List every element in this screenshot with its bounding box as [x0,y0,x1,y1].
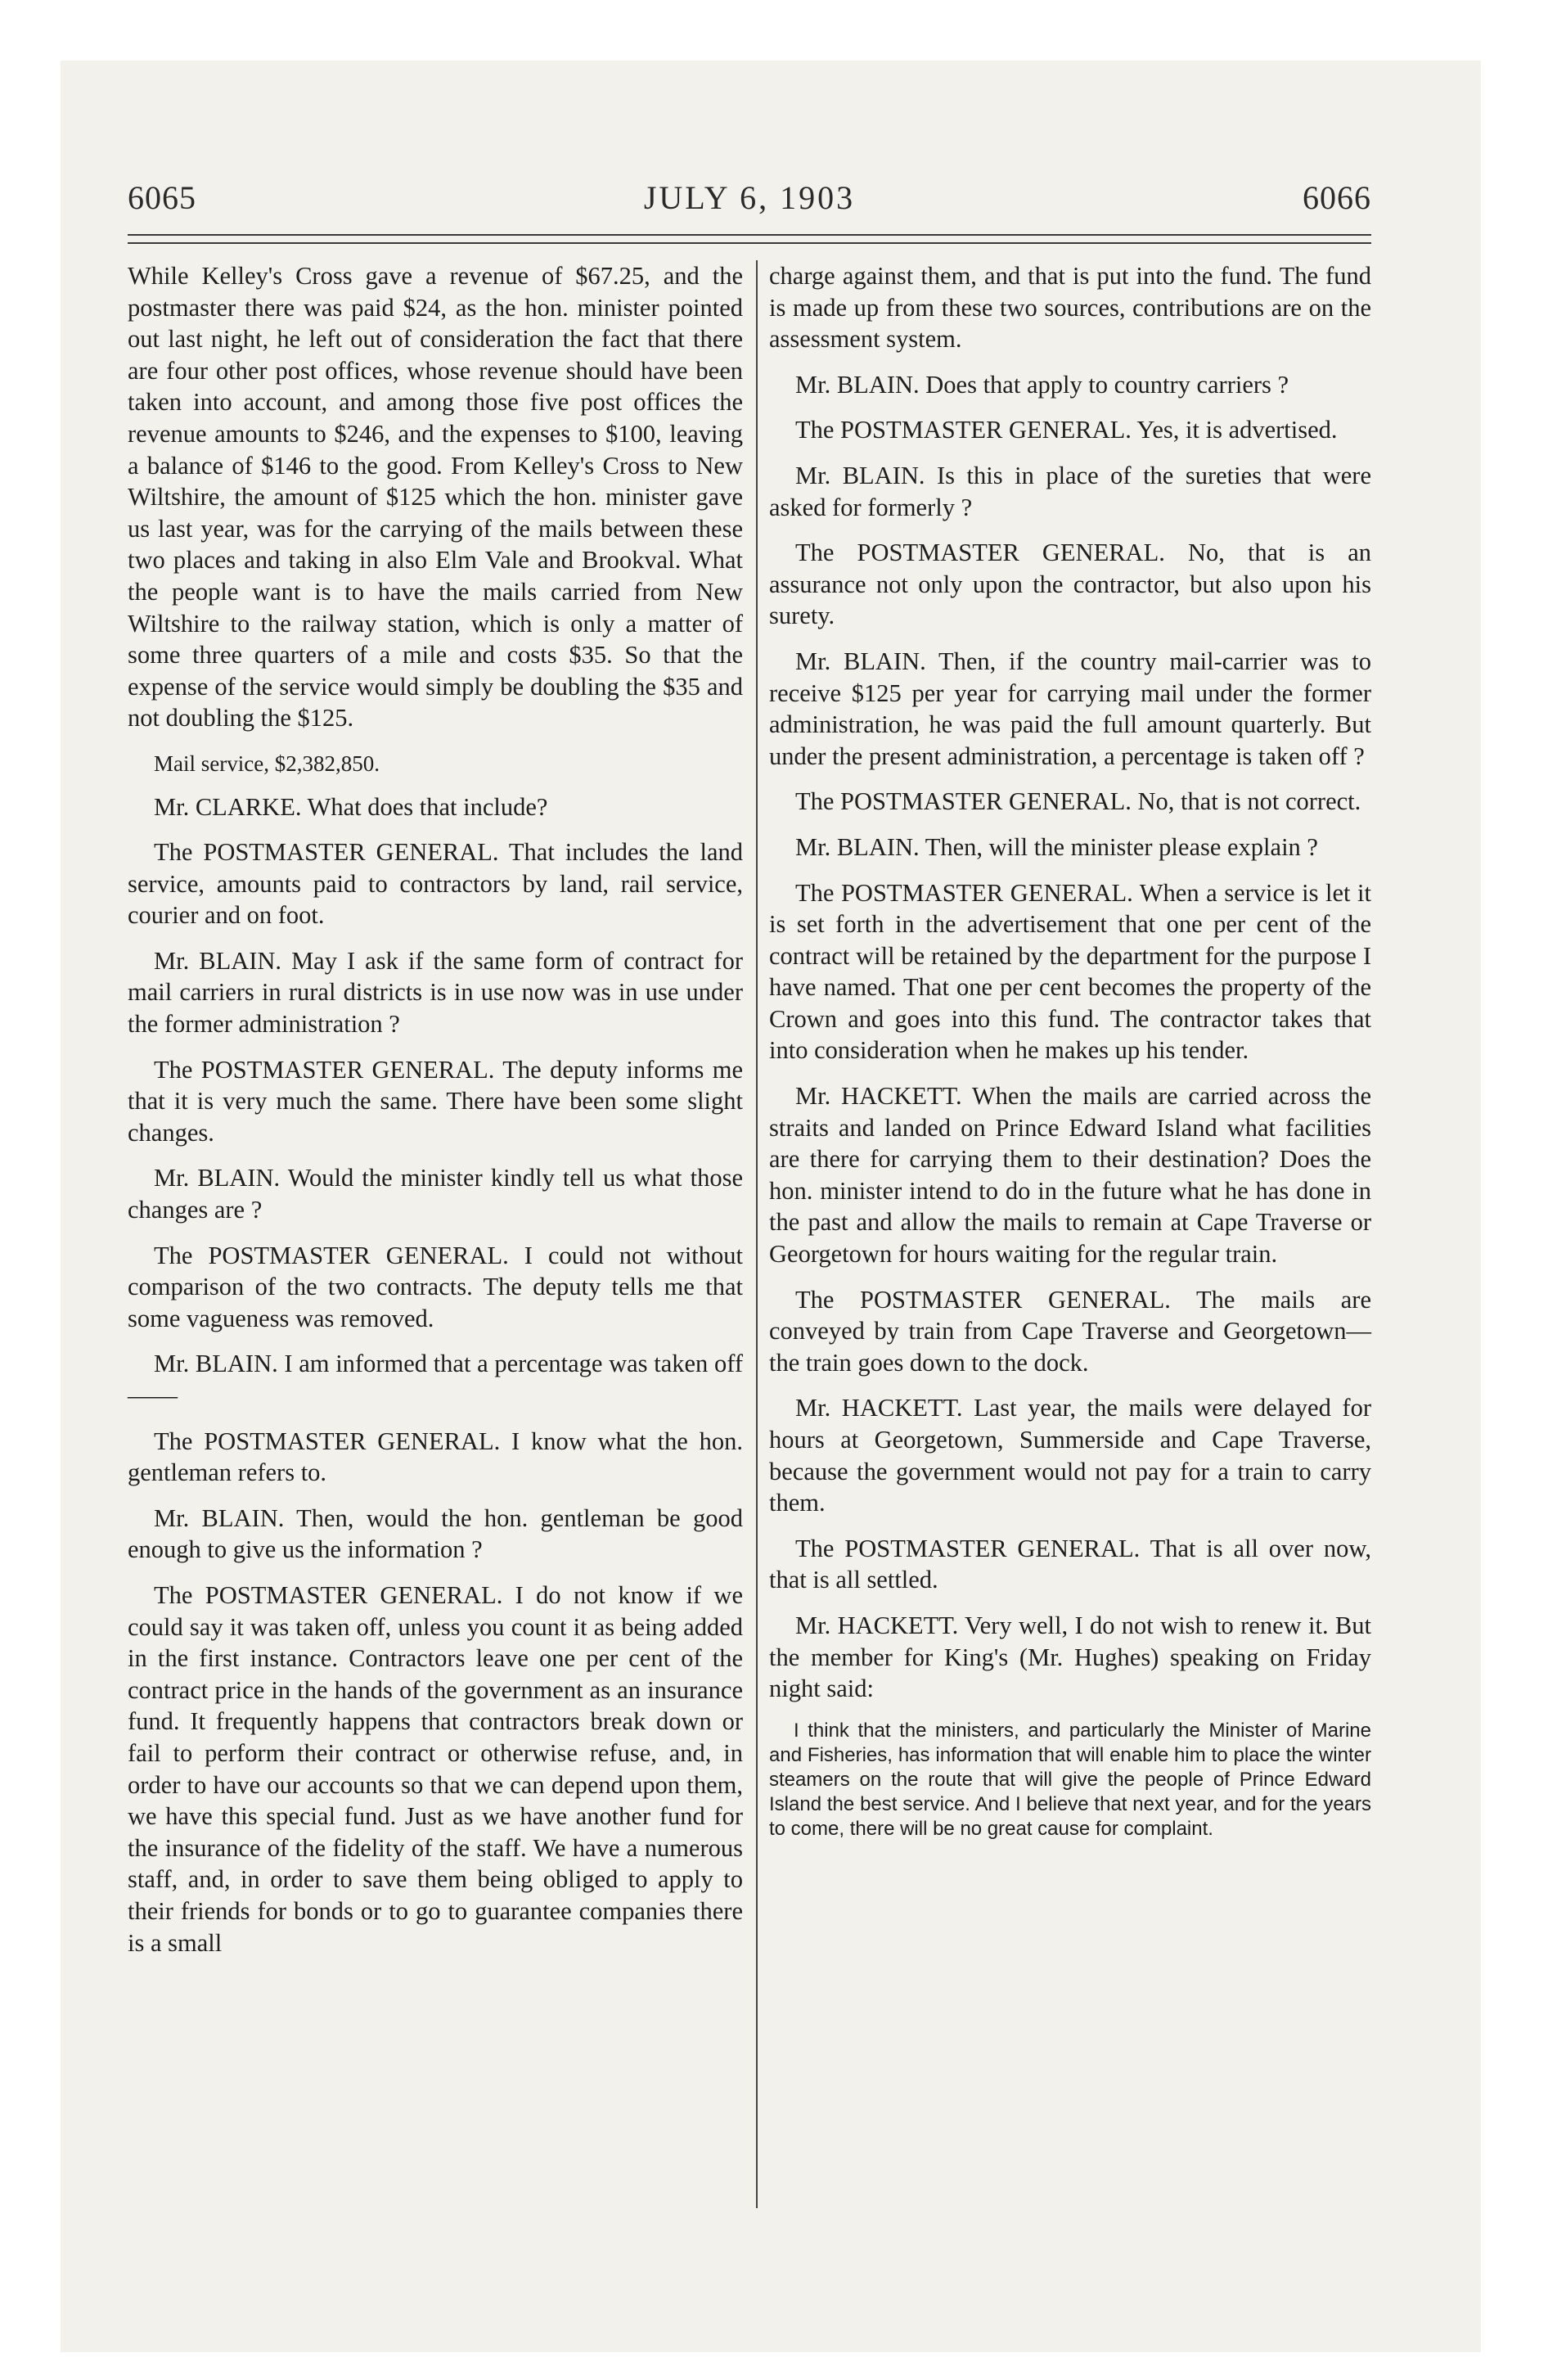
page-date: JULY 6, 1903 [643,179,856,216]
paragraph: Mr. BLAIN. Then, if the country mail-carrier was to receive $125 per year for carrying mail under the former administration, he was paid the full amount quarterly. But under the present administration, a percentage is taken off ? [769,647,1371,770]
paragraph: The POSTMASTER GENERAL. I know what the hon. gentleman refers to. [128,1427,743,1487]
paragraph: The POSTMASTER GENERAL. I could not without comparison of the two contracts. The deputy tells me that some vagueness was removed. [128,1241,743,1332]
paragraph: The POSTMASTER GENERAL. No, that is an assurance not only upon the contractor, but also upon his surety. [769,539,1371,630]
paragraph: The POSTMASTER GENERAL. That includes the land service, amounts paid to contractors by land, rail service, courier and on foot. [128,838,743,930]
page-header [128,178,1371,219]
paragraph: Mr. BLAIN. Then, will the minister please explain ? [795,832,1318,861]
paragraph: Mr. BLAIN. Then, would the hon. gentleman be good enough to give us the information ? [128,1503,743,1564]
paragraph: Mr. BLAIN. May I ask if the same form of contract for mail carriers in rural districts is in use now was in use under the former administration ? [128,946,743,1039]
paragraph: The POSTMASTER GENERAL. The deputy informs me that it is very much the same. There have been some slight changes. [128,1055,743,1147]
paragraph: The POSTMASTER GENERAL. The mails are conveyed by train from Cape Traverse and Georgetown—the train goes down to the dock. [769,1285,1371,1377]
header-rule-top [128,234,1371,236]
left-column [128,260,743,1972]
right-column [769,260,1371,1841]
paragraph: The POSTMASTER GENERAL. I do not know if we could say it was taken off, unless you count it as being added in the first instance. Contractors leave one per cent of the contract price in the hands of the government as an insurance fund. It frequently happens that contractors break down or fail to perform their contract or otherwise refuse, and, in order to have our accounts so that we can depend upon them, we have this special fund. Just as we have another fund for the insurance of the fidelity of the staff. We have a numerous staff, and, in order to save them being obliged to apply to their friends for bonds or to go to guarantee companies there is a small [128,1580,743,1957]
paragraph: The POSTMASTER GENERAL. Yes, it is advertised. [795,416,1338,444]
paragraph: Mr. HACKETT. Very well, I do not wish to renew it. But the member for King's (Mr. Hughes) speaking on Friday night said: [769,1611,1371,1703]
paragraph: The POSTMASTER GENERAL. No, that is not correct. [795,787,1361,816]
paragraph: The POSTMASTER GENERAL. That is all over now, that is all settled. [769,1534,1371,1594]
paragraph: Mr. BLAIN. Is this in place of the sureties that were asked for formerly ? [769,461,1371,521]
paragraph: While Kelley's Cross gave a revenue of $67.25, and the postmaster there was paid $24, as the hon. minister pointed out last night, he left out of consideration the fact that there are four other post offices, whose revenue should have been taken into account, and among those five post offices the revenue amounts to $246, and the expenses to $100, leaving a balance of $146 to the good. From Kelley's Cross to New Wiltshire, the amount of $125 which the hon. minister gave us last year, was for the carrying of the mails between these two places and taking in also Elm Vale and Brookval. What the people want is to have the mails carried from New Wiltshire to the railway station, which is only a matter of some three quarters of a mile and costs $35. So that the expense of the service would simply be doubling the $35 and not doubling the $125. [128,262,743,732]
paragraph: charge against them, and that is put into the fund. The fund is made up from these two sources, contributions are on the assessment system. [769,262,1371,354]
quoted-passage: I think that the ministers, and particularly the Minister of Marine and Fisheries, has information that will enable him to place the winter steamers on the route that will give the people of Prince Edward Island the best service. And I believe that next year, and for the years to come, there will be no great cause for complaint. [769,1719,1371,1840]
supply-item: Mail service, $2,382,850. [154,751,380,776]
paragraph: The POSTMASTER GENERAL. When a service is let it is set forth in the advertisement that one per cent of the contract will be retained by the department for the purpose I have named. That one per cent becomes the property of the Crown and goes into this fund. The contractor takes that into consideration when he makes up his tender. [769,878,1371,1065]
header-rule-bottom [128,242,1371,244]
paragraph: Mr. BLAIN. Would the minister kindly tell us what those changes are ? [128,1164,743,1224]
paragraph: Mr. BLAIN. Does that apply to country carriers ? [795,370,1289,399]
column-divider [756,260,758,2208]
left-page-number: 6065 [128,179,196,216]
paragraph: Mr. BLAIN. I am informed that a percentage was taken off—— [128,1350,743,1409]
paragraph: Mr. HACKETT. Last year, the mails were delayed for hours at Georgetown, Summerside and Cape Traverse, because the government would not pay for a train to carry them. [769,1394,1371,1517]
paragraph: Mr. HACKETT. When the mails are carried across the straits and landed on Prince Edward Island what facilities are there for carrying them to their destination? Does the hon. minister intend to do in the future what he has done in the past and allow the mails to remain at Cape Traverse or Georgetown for hours waiting for the regular train. [769,1082,1371,1269]
right-page-number: 6066 [1303,179,1371,216]
paragraph: Mr. CLARKE. What does that include? [154,792,548,821]
